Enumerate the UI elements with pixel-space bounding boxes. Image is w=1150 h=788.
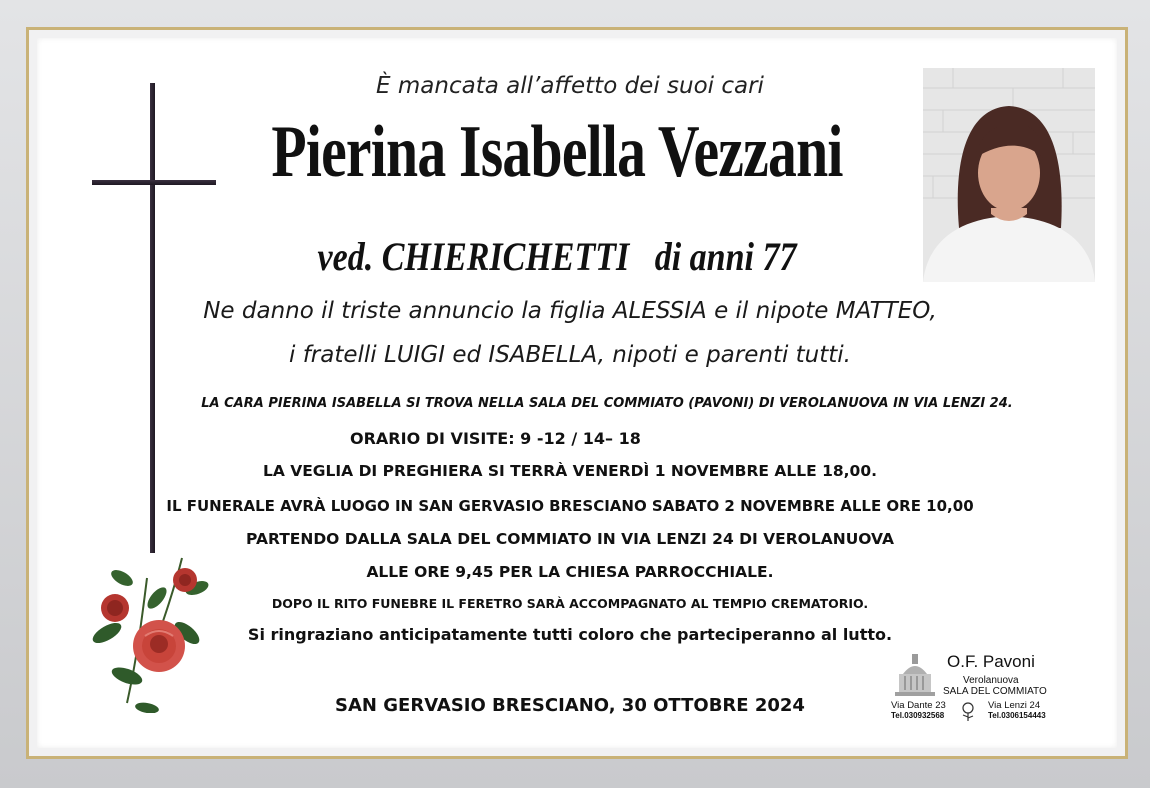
agency-phone-left: Tel.030932568 [891,711,945,720]
thanks-line: Si ringraziano anticipatamente tutti coloro che parteciperanno al lutto. [247,625,893,644]
agency-phone-right: Tel.0306154443 [988,711,1046,720]
gold-frame [26,27,1128,759]
agency-town: Verolanuova [963,675,1019,686]
funeral-home-logo-icon [893,652,937,698]
agency-address-right: Via Lenzi 24 [988,700,1041,711]
place-date: SAN GERVASIO BRESCIANO, 30 OTTOBRE 2024 [335,695,805,716]
visiting-hours: ORARIO DI VISITE: 9 -12 / 14– 18 [350,429,641,448]
rose-small-icon [957,700,979,722]
intro-line: È mancata all’affetto dei suoi cari [376,73,764,99]
notice-card [37,38,1117,748]
deceased-subtitle: ved. CHIERICHETTI di anni 77 [317,234,797,279]
agency-name: O.F. Pavoni [947,652,1035,671]
announce-line-1: Ne danno il triste annuncio la figlia ALESSIA e il nipote MATTEO, [203,298,937,324]
location-line: LA CARA PIERINA ISABELLA SI TROVA NELLA SALA DEL COMMIATO (PAVONI) DI VEROLANUOVA IN VIA LENZI 24. [201,396,1013,411]
cremation-line: DOPO IL RITO FUNEBRE IL FERETRO SARÀ ACCOMPAGNATO AL TEMPIO CREMATORIO. [271,596,869,611]
deceased-photo [923,68,1095,282]
funeral-line-2: PARTENDO DALLA SALA DEL COMMIATO IN VIA LENZI 24 DI VEROLANUOVA [246,530,894,548]
funeral-line-1: IL FUNERALE AVRÀ LUOGO IN SAN GERVASIO BRESCIANO SABATO 2 NOVEMBRE ALLE ORE 10,00 [166,497,974,515]
deceased-name: Pierina Isabella Vezzani [271,111,843,193]
agency-address-left: Via Dante 23 [891,700,946,711]
vigil-line: LA VEGLIA DI PREGHIERA SI TERRÀ VENERDÌ 1 NOVEMBRE ALLE 18,00. [262,462,878,480]
portrait-image [923,68,1095,282]
agency-hall: SALA DEL COMMIATO [943,686,1047,697]
funeral-line-3: ALLE ORE 9,45 PER LA CHIESA PARROCCHIALE. [366,563,774,581]
announce-line-2: i fratelli LUIGI ed ISABELLA, nipoti e parenti tutti. [289,342,851,368]
funeral-home-logo [885,650,1045,730]
